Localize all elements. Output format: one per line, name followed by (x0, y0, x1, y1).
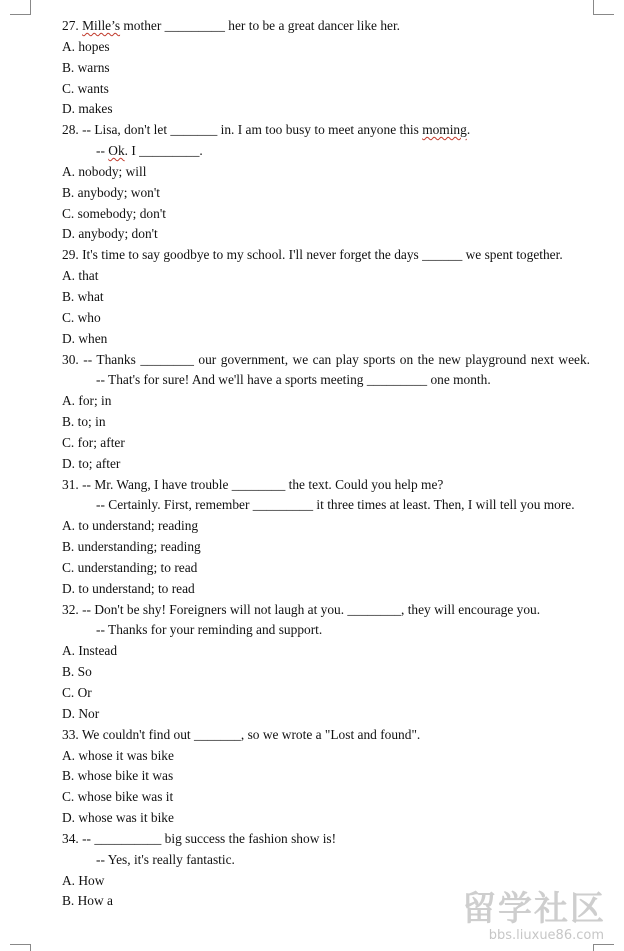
dialogue-reply (34, 370, 590, 391)
margin-corner-mark (593, 944, 614, 951)
text-run: -- Certainly. First, remember _________ it three times at least. Then, I will tell you more. (96, 497, 575, 513)
answer-option: B. warns (62, 59, 110, 75)
text-run: 28. -- Lisa, don't let _______ in. I am too busy to meet anyone this (62, 122, 423, 138)
answer-option: B. So (62, 664, 92, 680)
text-run: . (466, 122, 471, 138)
spellcheck-flagged-word: Mille’s (82, 18, 121, 33)
spellcheck-flagged-word: Ok (108, 143, 125, 159)
answer-option: C. Or (62, 685, 92, 700)
answer-option: A. nobody; will (62, 163, 147, 179)
question-q29 (34, 245, 590, 349)
question-stem (34, 725, 590, 746)
question-q27 (34, 16, 590, 120)
answer-option: D. Nor (62, 705, 100, 721)
answer-option: B. to; in (62, 414, 106, 430)
question-stem (34, 350, 590, 371)
margin-corner-mark (10, 944, 31, 951)
answer-option: C. somebody; don't (62, 205, 166, 221)
answer-option: C. whose bike was it (62, 789, 174, 805)
spellcheck-flagged-word: moming (422, 122, 467, 138)
answer-option: A. How (62, 872, 105, 888)
answer-option: D. to; after (62, 455, 121, 471)
answer-option: C. for; after (62, 434, 125, 450)
answer-option: D. anybody; don't (62, 226, 158, 242)
text-run: 27. (62, 18, 83, 33)
watermark-url: bbs.liuxue86.com (488, 928, 604, 943)
dialogue-reply (34, 850, 590, 871)
answer-option: C. understanding; to read (62, 559, 198, 575)
dialogue-reply (34, 141, 590, 162)
question-q31 (34, 475, 590, 600)
text-run: 30. -- Thanks ________ our government, we can play sports on the new playground next week. (62, 351, 590, 367)
answer-option: A. Instead (62, 643, 118, 659)
watermark-logo: 留学社区 (462, 889, 606, 929)
answer-option: B. anybody; won't (62, 184, 161, 200)
question-stem (34, 245, 590, 266)
dialogue-reply (34, 620, 590, 641)
text-run: . I _________. (124, 143, 203, 159)
margin-corner-mark (10, 0, 31, 15)
question-stem (34, 829, 590, 850)
answer-option: D. to understand; to read (62, 580, 195, 596)
answer-option: A. whose it was bike (62, 747, 174, 763)
answer-option: B. what (62, 288, 104, 304)
answer-option: A. for; in (62, 393, 112, 409)
question-stem (34, 120, 590, 141)
question-stem (34, 475, 590, 496)
dialogue-reply (34, 495, 590, 516)
text-run: mother _________ her to be a great dancer like her. (120, 18, 401, 33)
question-stem (34, 16, 590, 37)
question-list (34, 16, 590, 912)
text-run: -- (96, 143, 109, 159)
text-run: -- Thanks for your reminding and support. (96, 622, 323, 638)
answer-option: C. who (62, 309, 101, 325)
answer-option: B. whose bike it was (62, 768, 174, 784)
question-q32 (34, 600, 590, 725)
question-stem (34, 600, 590, 621)
question-q30 (34, 350, 590, 475)
answer-option: A. that (62, 268, 99, 284)
answer-option: B. understanding; reading (62, 539, 201, 555)
text-run: 34. -- __________ big success the fashion show is! (62, 830, 337, 846)
answer-option: D. makes (62, 101, 113, 117)
answer-option: C. wants (62, 80, 109, 96)
question-q28 (34, 120, 590, 245)
answer-option: A. to understand; reading (62, 518, 199, 534)
text-run: 33. We couldn't find out _______, so we wrote a "Lost and found". (62, 726, 421, 742)
text-run: 32. -- Don't be shy! Foreigners will not laugh at you. ________, they will encourage you. (62, 601, 541, 617)
answer-option: D. whose was it bike (62, 810, 174, 826)
question-q33 (34, 725, 590, 829)
answer-option: D. when (62, 330, 108, 346)
text-run: 31. -- Mr. Wang, I have trouble ________ the text. Could you help me? (62, 476, 444, 492)
text-run: -- Yes, it's really fantastic. (96, 851, 235, 867)
text-run: 29. It's time to say goodbye to my school. I'll never forget the days ______ we spent together. (62, 247, 563, 263)
margin-corner-mark (593, 0, 614, 15)
answer-option: B. How a (62, 893, 113, 909)
text-run: -- That's for sure! And we'll have a sports meeting _________ one month. (96, 372, 491, 388)
answer-option: A. hopes (62, 38, 110, 54)
site-watermark (442, 881, 610, 943)
